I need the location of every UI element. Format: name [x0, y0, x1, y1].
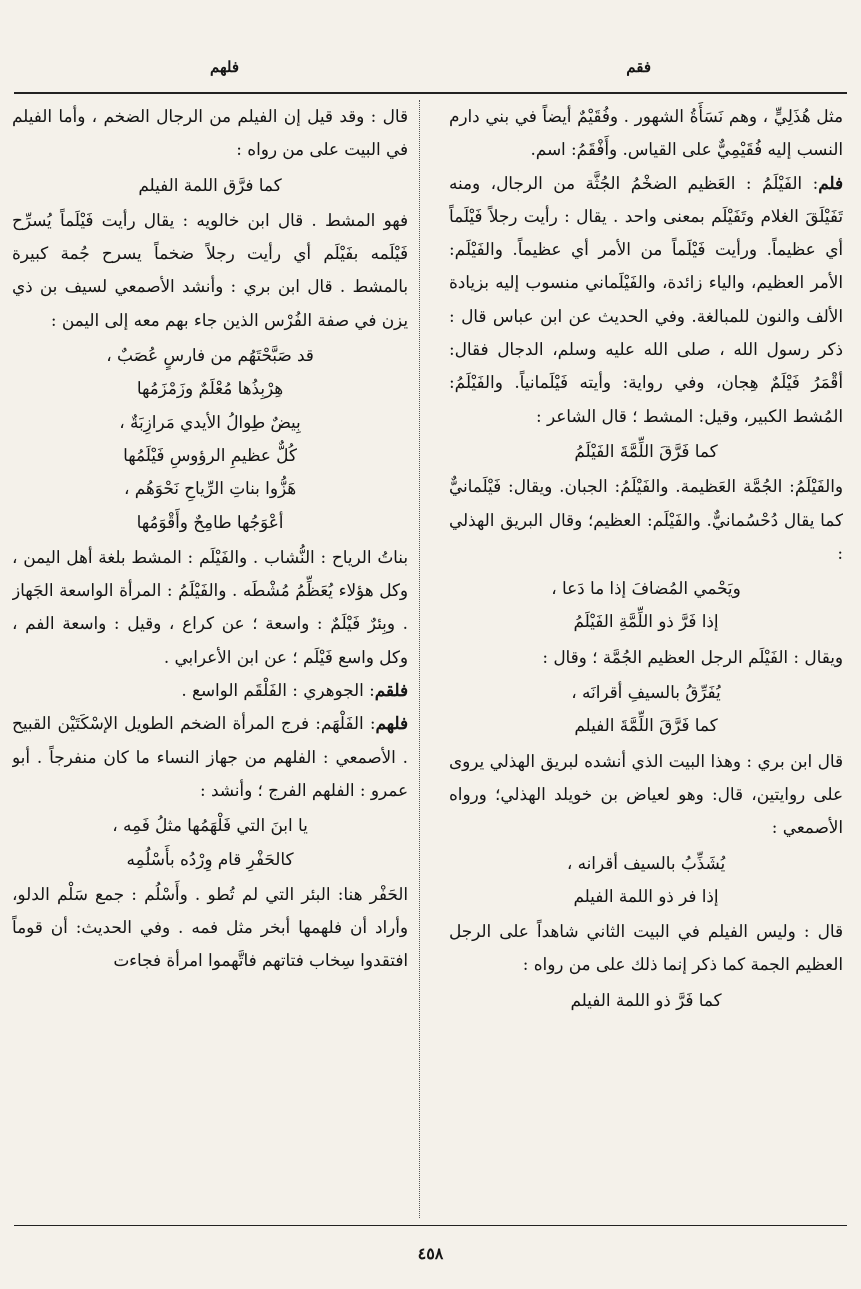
right-column — [449, 100, 843, 1220]
page-number: ٤٥٨ — [417, 1244, 444, 1263]
verse-line: كما فرَّق اللمة الفيلم — [138, 174, 282, 195]
paragraph — [12, 100, 408, 167]
paragraph — [449, 100, 843, 167]
verse-line: يُشَذِّبُ بالسيف أقرانه ، — [566, 852, 726, 873]
entry-text: قال : وليس الفيلم في البيت الثاني شاهداً على الرجل العظيم الجمة كما ذكر إنما ذلك على من رواه : — [449, 921, 843, 975]
entry-headword: فلم — [818, 172, 843, 193]
verse-line: أعْوَجُها طامِحٌ وأَقْوَمُها — [136, 511, 284, 532]
verse-line: قد صَبَّحْتَهُم من فارسٍ عُصَبٌ ، — [106, 345, 314, 366]
paragraph — [449, 915, 843, 982]
dictionary-entry — [12, 674, 408, 707]
entry-headword: فلهم — [375, 713, 408, 734]
verse-line: كما فَرَّقَ اللِّمَّةَ الفيلم — [574, 715, 718, 736]
dictionary-entry — [12, 707, 408, 807]
verse-line: إذا فَرَّ ذو اللِّمَّةِ الفَيْلَمُ — [573, 611, 719, 632]
verse-line: إذا فر ذو اللمة الفيلم — [573, 885, 719, 906]
verse-block — [12, 339, 408, 539]
header-keyword-right: فقم — [626, 58, 651, 76]
entry-text: والفَيْلَمُ: الجُمَّة العَظيمة. والفَيْلَمُ: الجبان. ويقال: فَيْلَمانيٌّ كما يقال دُحْسُمانيٌّ. والفَيْلَم: العظيم؛ وقال البريق الهذلي : — [449, 476, 843, 563]
entry-headword: فلقم — [374, 680, 408, 701]
verse-line: يا ابنَ التي فَلْهَمُها مثلُ فَمِه ، — [112, 815, 308, 836]
footer-rule — [14, 1225, 847, 1226]
entry-text: : الفَيْلَمُ : العَظيم الضخْمُ الجُثَّة من الرجال، ومنه تَفَيْلَقَ الغلام وتَفَيْلَم بمعنى واحد . يقال : رأيت رجلاً فَيْلَماً أي عظيماً. ورأيت فَيْلَماً من الأمر أي عظيماً. والفَيْلَم: الأمر العظيم، والياء زائدة، والفَيْلَماني منسوب إليه بزيادة الألف والنون للمبالغة. وفي الحديث عن ابن عباس قال : ذكر رسول الله ، صلى الله عليه وسلم، الدجال فقال: أقْمَرُ فَيْلَمٌ هِجان، وفي رواية: وأيته فَيْلَمانياً. والفَيْلَمُ: المُشط الكبير، وقيل: المشط ؛ قال الشاعر : — [449, 172, 843, 426]
entry-text: : الجوهري : الفَلْقَم الواسع . — [181, 680, 375, 701]
dictionary-entry — [449, 167, 843, 433]
verse-block — [449, 572, 843, 639]
verse-line: كما فَرَّقَ اللِّمَّةَ الفَيْلَمُ — [574, 440, 718, 461]
paragraph — [12, 204, 408, 337]
verse-line: هَزُّوا بناتِ الرِّياحِ نَحْوَهُم ، — [123, 478, 297, 499]
verse-line: يُفَرِّقُ بالسيفِ أقرانَه ، — [571, 682, 721, 703]
paragraph — [449, 745, 843, 845]
paragraph — [449, 641, 843, 674]
verse-line: بِيضٌ طِوالُ الأيدي مَرازِبَةٌ ، — [119, 411, 301, 432]
verse-block — [449, 847, 843, 914]
verse-line: كما فَرَّ ذو اللمة الفيلم — [570, 989, 722, 1010]
entry-text: قال ابن بري : وهذا البيت الذي أنشده لبريق الهذلي يروى على روايتين، قال: وهو لعياض بن خويلد الهذلي؛ ورواه الأصمعي : — [449, 750, 843, 838]
entry-text: بناتُ الرياح : النُّشاب . والفَيْلَم : المشط بلغة أهل اليمن ، وكل هؤلاء يُعَظِّمُ مُشْطَه . والفَيْلَمُ : المرأة الواسعة الجَهاز . وبِئرٌ فَيْلَمٌ : واسعة ؛ عن كراع ، وقيل : واسعة الفم ، وكل واسع فَيْلَم ؛ عن ابن الأعرابي . — [12, 546, 408, 667]
verse-line: هِرْبِذُها مُعْلَمٌ وزَمْزَمُها — [136, 378, 284, 399]
paragraph — [449, 470, 843, 570]
verse-block — [12, 809, 408, 876]
verse-line: كُلٌّ عظيمِ الرؤوسِ فَيْلَمُها — [123, 444, 297, 465]
column-divider — [419, 100, 420, 1218]
verse-block — [449, 984, 843, 1017]
verse-line: كالحَفْرِ قام وِرْدُه بأَسْلُمِه — [126, 848, 294, 869]
paragraph — [12, 878, 408, 978]
verse-block — [12, 169, 408, 202]
left-column — [12, 100, 408, 1220]
entry-text: مثل هُذَلِيٍّ ، وهم نَسَأَةُ الشهور . وفُقَيْمٌ أيضاً في بني دارم النسب إليه فُقَيْمِيٌّ على القياس. وأَفْقَمُ: اسم. — [449, 106, 843, 160]
entry-text: ويقال : الفَيْلَم الرجل العظيم الجُمَّة ؛ وقال : — [542, 646, 843, 667]
verse-block — [449, 435, 843, 468]
verse-block — [449, 676, 843, 743]
entry-text: الحَفْر هنا: البئر التي لم تُطو . وأَسْلُم : جمع سَلْم الدلو، وأراد أن فلهمها أبخر مثل فمه . وفي الحديث: أن قوماً افتقدوا سِخاب فتاتهم فاتَّهموا امرأة فجاءت — [12, 883, 408, 971]
entry-text: : الفَلْهَم: فرج المرأة الضخم الطويل الإسْكَتَيْن القبيح . الأصمعي : الفلهم من جهاز النساء ما كان منفرجاً . أبو عمرو : الفلهم الفرج ؛ وأنشد : — [12, 713, 408, 800]
header-rule — [14, 92, 847, 94]
header-keyword-left: فلهم — [210, 58, 240, 76]
verse-line: ويَحْمي المُضافَ إذا ما دَعا ، — [551, 578, 741, 599]
entry-text: قال : وقد قيل إن الفيلم من الرجال الضخم ، وأما الفيلم في البيت على من رواه : — [12, 106, 408, 160]
paragraph — [12, 541, 408, 674]
entry-text: فهو المشط . قال ابن خالويه : يقال رأيت فَيْلَماً يُسرِّح فَيْلَمه بفَيْلَم أي رأيت رجلاً ضخماً يسرح جُمة كبيرة بالمشط . قال ابن بري : وأنشد الأصمعي لسيف بن ذي يزن في صفة الفُرْس الذين جاء بهم معه إلى اليمن : — [12, 209, 408, 330]
